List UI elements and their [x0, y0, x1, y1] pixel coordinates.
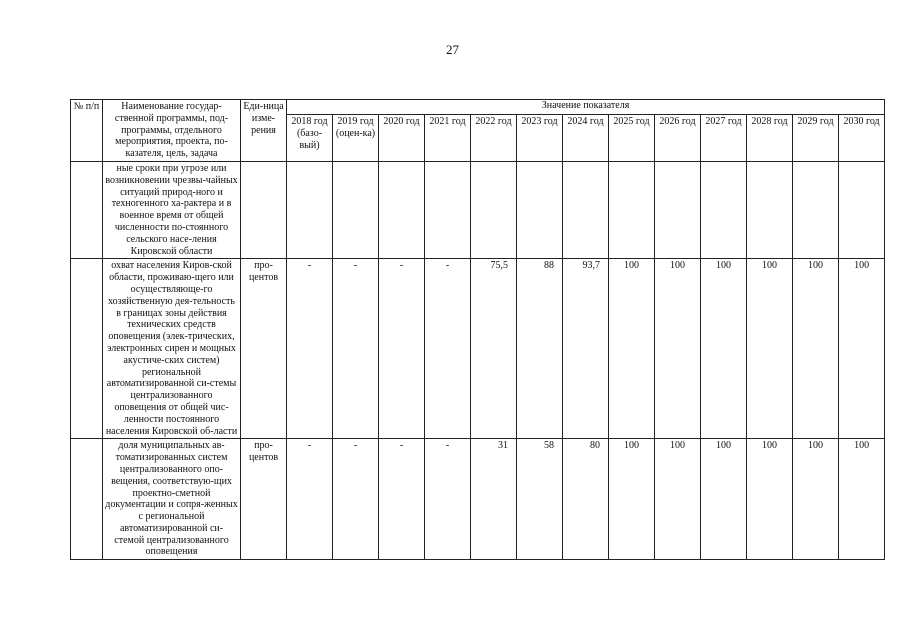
header-year: 2020 год [379, 115, 425, 162]
header-unit: Еди-ница изме-рения [241, 100, 287, 162]
row-value: - [333, 439, 379, 560]
row-value [471, 161, 517, 258]
table-row [71, 439, 885, 560]
row-value: 88 [517, 259, 563, 439]
row-value: 100 [793, 259, 839, 439]
row-value: 100 [655, 259, 701, 439]
row-value: 75,5 [471, 259, 517, 439]
row-value: 100 [609, 439, 655, 560]
row-value: - [333, 259, 379, 439]
row-value: - [379, 259, 425, 439]
row-value: - [287, 259, 333, 439]
row-value: 58 [517, 439, 563, 560]
row-num [71, 161, 103, 258]
header-row-group [71, 100, 885, 115]
header-num: № п/п [71, 100, 103, 162]
row-value [287, 161, 333, 258]
row-value: 100 [701, 439, 747, 560]
header-year: 2022 год [471, 115, 517, 162]
row-value: 100 [655, 439, 701, 560]
row-value [793, 161, 839, 258]
row-value: 100 [609, 259, 655, 439]
row-unit [241, 161, 287, 258]
header-year: 2027 год [701, 115, 747, 162]
header-year: 2025 год [609, 115, 655, 162]
row-value: - [287, 439, 333, 560]
row-value [517, 161, 563, 258]
row-value: 100 [839, 259, 885, 439]
row-num [71, 439, 103, 560]
row-value: 100 [747, 259, 793, 439]
row-name: доля муниципальных ав-томатизированных систем централизованного опо-вещения, соответствую-щих проектно-сметной документации и сопря-женных с региональной автоматизированной си-стемой централизованного оповещения [103, 439, 241, 560]
row-value [609, 161, 655, 258]
row-value [379, 161, 425, 258]
header-year: 2029 год [793, 115, 839, 162]
row-value: 93,7 [563, 259, 609, 439]
header-year: 2019 год (оцен-ка) [333, 115, 379, 162]
row-value [747, 161, 793, 258]
row-value: 100 [701, 259, 747, 439]
header-year: 2030 год [839, 115, 885, 162]
page-number: 27 [446, 42, 459, 57]
row-value [425, 161, 471, 258]
row-value [655, 161, 701, 258]
row-name: ные сроки при угрозе или возникновении чрезвы-чайных ситуаций природ-ного и техногенного ха-рактера и в военное время от общей численности по-стоянного сельского насе-ления Кировской области [103, 161, 241, 258]
row-value: - [425, 259, 471, 439]
row-num [71, 259, 103, 439]
row-value: 100 [747, 439, 793, 560]
header-year: 2024 год [563, 115, 609, 162]
header-year: 2026 год [655, 115, 701, 162]
row-value: 80 [563, 439, 609, 560]
row-unit: про-центов [241, 259, 287, 439]
row-value: - [425, 439, 471, 560]
row-value: 100 [793, 439, 839, 560]
indicator-table [70, 99, 885, 560]
table-row [71, 259, 885, 439]
row-unit: про-центов [241, 439, 287, 560]
row-value: 100 [839, 439, 885, 560]
header-year: 2018 год (базо-вый) [287, 115, 333, 162]
row-name: охват населения Киров-ской области, проживаю-щего или осуществляюще-го хозяйственную дея-тельность в границах зоны действия технических средств оповещения (элек-трических, электронных сирен и мощных акустиче-ских систем) региональной автоматизированной си-стемы централизованного оповещения от общей чис-ленности постоянного населения Кировской об-ласти [103, 259, 241, 439]
row-value [839, 161, 885, 258]
row-value [563, 161, 609, 258]
header-year: 2023 год [517, 115, 563, 162]
row-value [701, 161, 747, 258]
header-name: Наименование государ-ственной программы, под-программы, отдельного мероприятия, проекта, по-казателя, цель, задача [103, 100, 241, 162]
row-value: 31 [471, 439, 517, 560]
table-row [71, 161, 885, 258]
header-value-group: Значение показателя [287, 100, 885, 115]
header-year: 2021 год [425, 115, 471, 162]
header-year: 2028 год [747, 115, 793, 162]
row-value: - [379, 439, 425, 560]
row-value [333, 161, 379, 258]
